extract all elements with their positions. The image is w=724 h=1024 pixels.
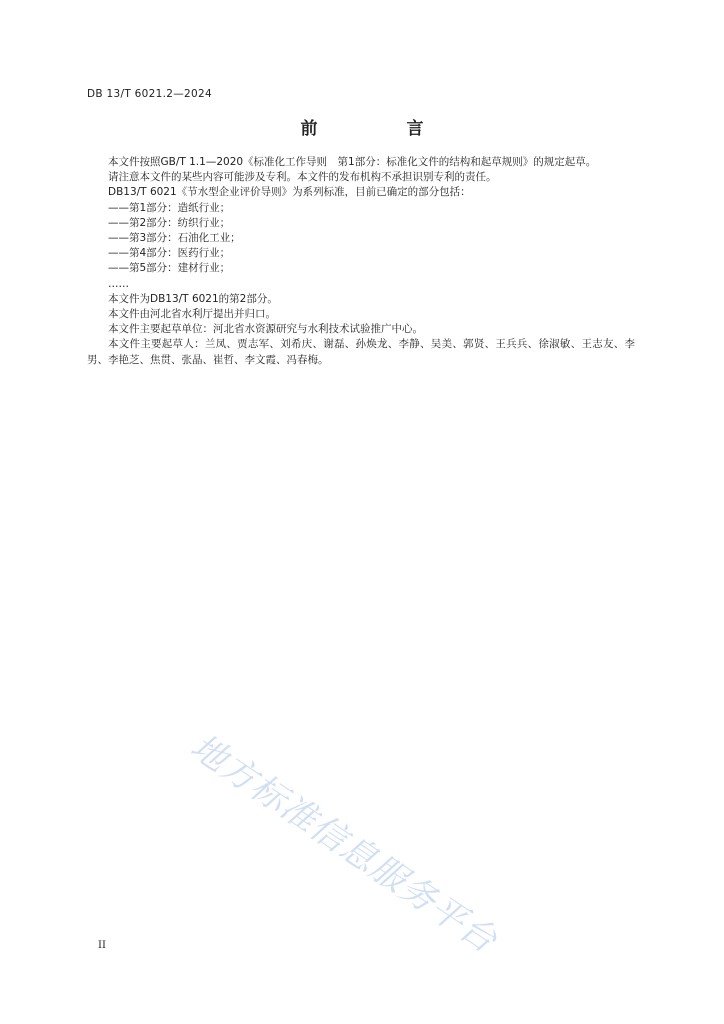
list-item-part-3: ——第3部分：石油化工业； (108, 232, 241, 245)
list-item-part-2: ——第2部分：纺织行业； (108, 216, 231, 229)
paragraph-part-statement: 本文件为DB13/T 6021的第2部分。 (108, 292, 278, 305)
paragraph-drafting-unit: 本文件主要起草单位：河北省水资源研究与水利技术试验推广中心。 (108, 323, 423, 336)
paragraph-drafters: 本文件主要起草人：兰凤、贾志军、刘希庆、谢磊、孙焕龙、李静、吴美、郭贤、王兵兵、徐淑敏、王志友、李男、李艳芝、焦贯、张晶、崔哲、李文霞、冯春梅。 (87, 338, 635, 366)
paragraph-patent-notice: 请注意本文件的某些内容可能涉及专利。本文件的发布机构不承担识别专利的责任。 (108, 171, 497, 184)
list-item-part-5: ——第5部分：建材行业； (108, 262, 231, 275)
page-number: II (98, 940, 106, 951)
paragraph-proposer: 本文件由河北省水利厅提出并归口。 (108, 308, 276, 321)
paragraph-basis: 本文件按照GB/T 1.1—2020《标准化工作导则 第1部分：标准化文件的结构和起草规则》的规定起草。 (108, 156, 597, 168)
paragraph-series-intro: DB13/T 6021《节水型企业评价导则》为系列标准，目前已确定的部分包括： (108, 186, 471, 199)
watermark: 地方标准信息服务平台 (183, 726, 504, 962)
foreword-body (87, 155, 635, 368)
list-item-part-4: ——第4部分：医药行业； (108, 247, 231, 260)
list-item-part-1: ——第1部分：造纸行业； (108, 201, 231, 214)
document-code: DB 13/T 6021.2—2024 (87, 88, 212, 100)
list-ellipsis: …… (108, 277, 129, 290)
page-title: 前 言 (300, 119, 460, 139)
